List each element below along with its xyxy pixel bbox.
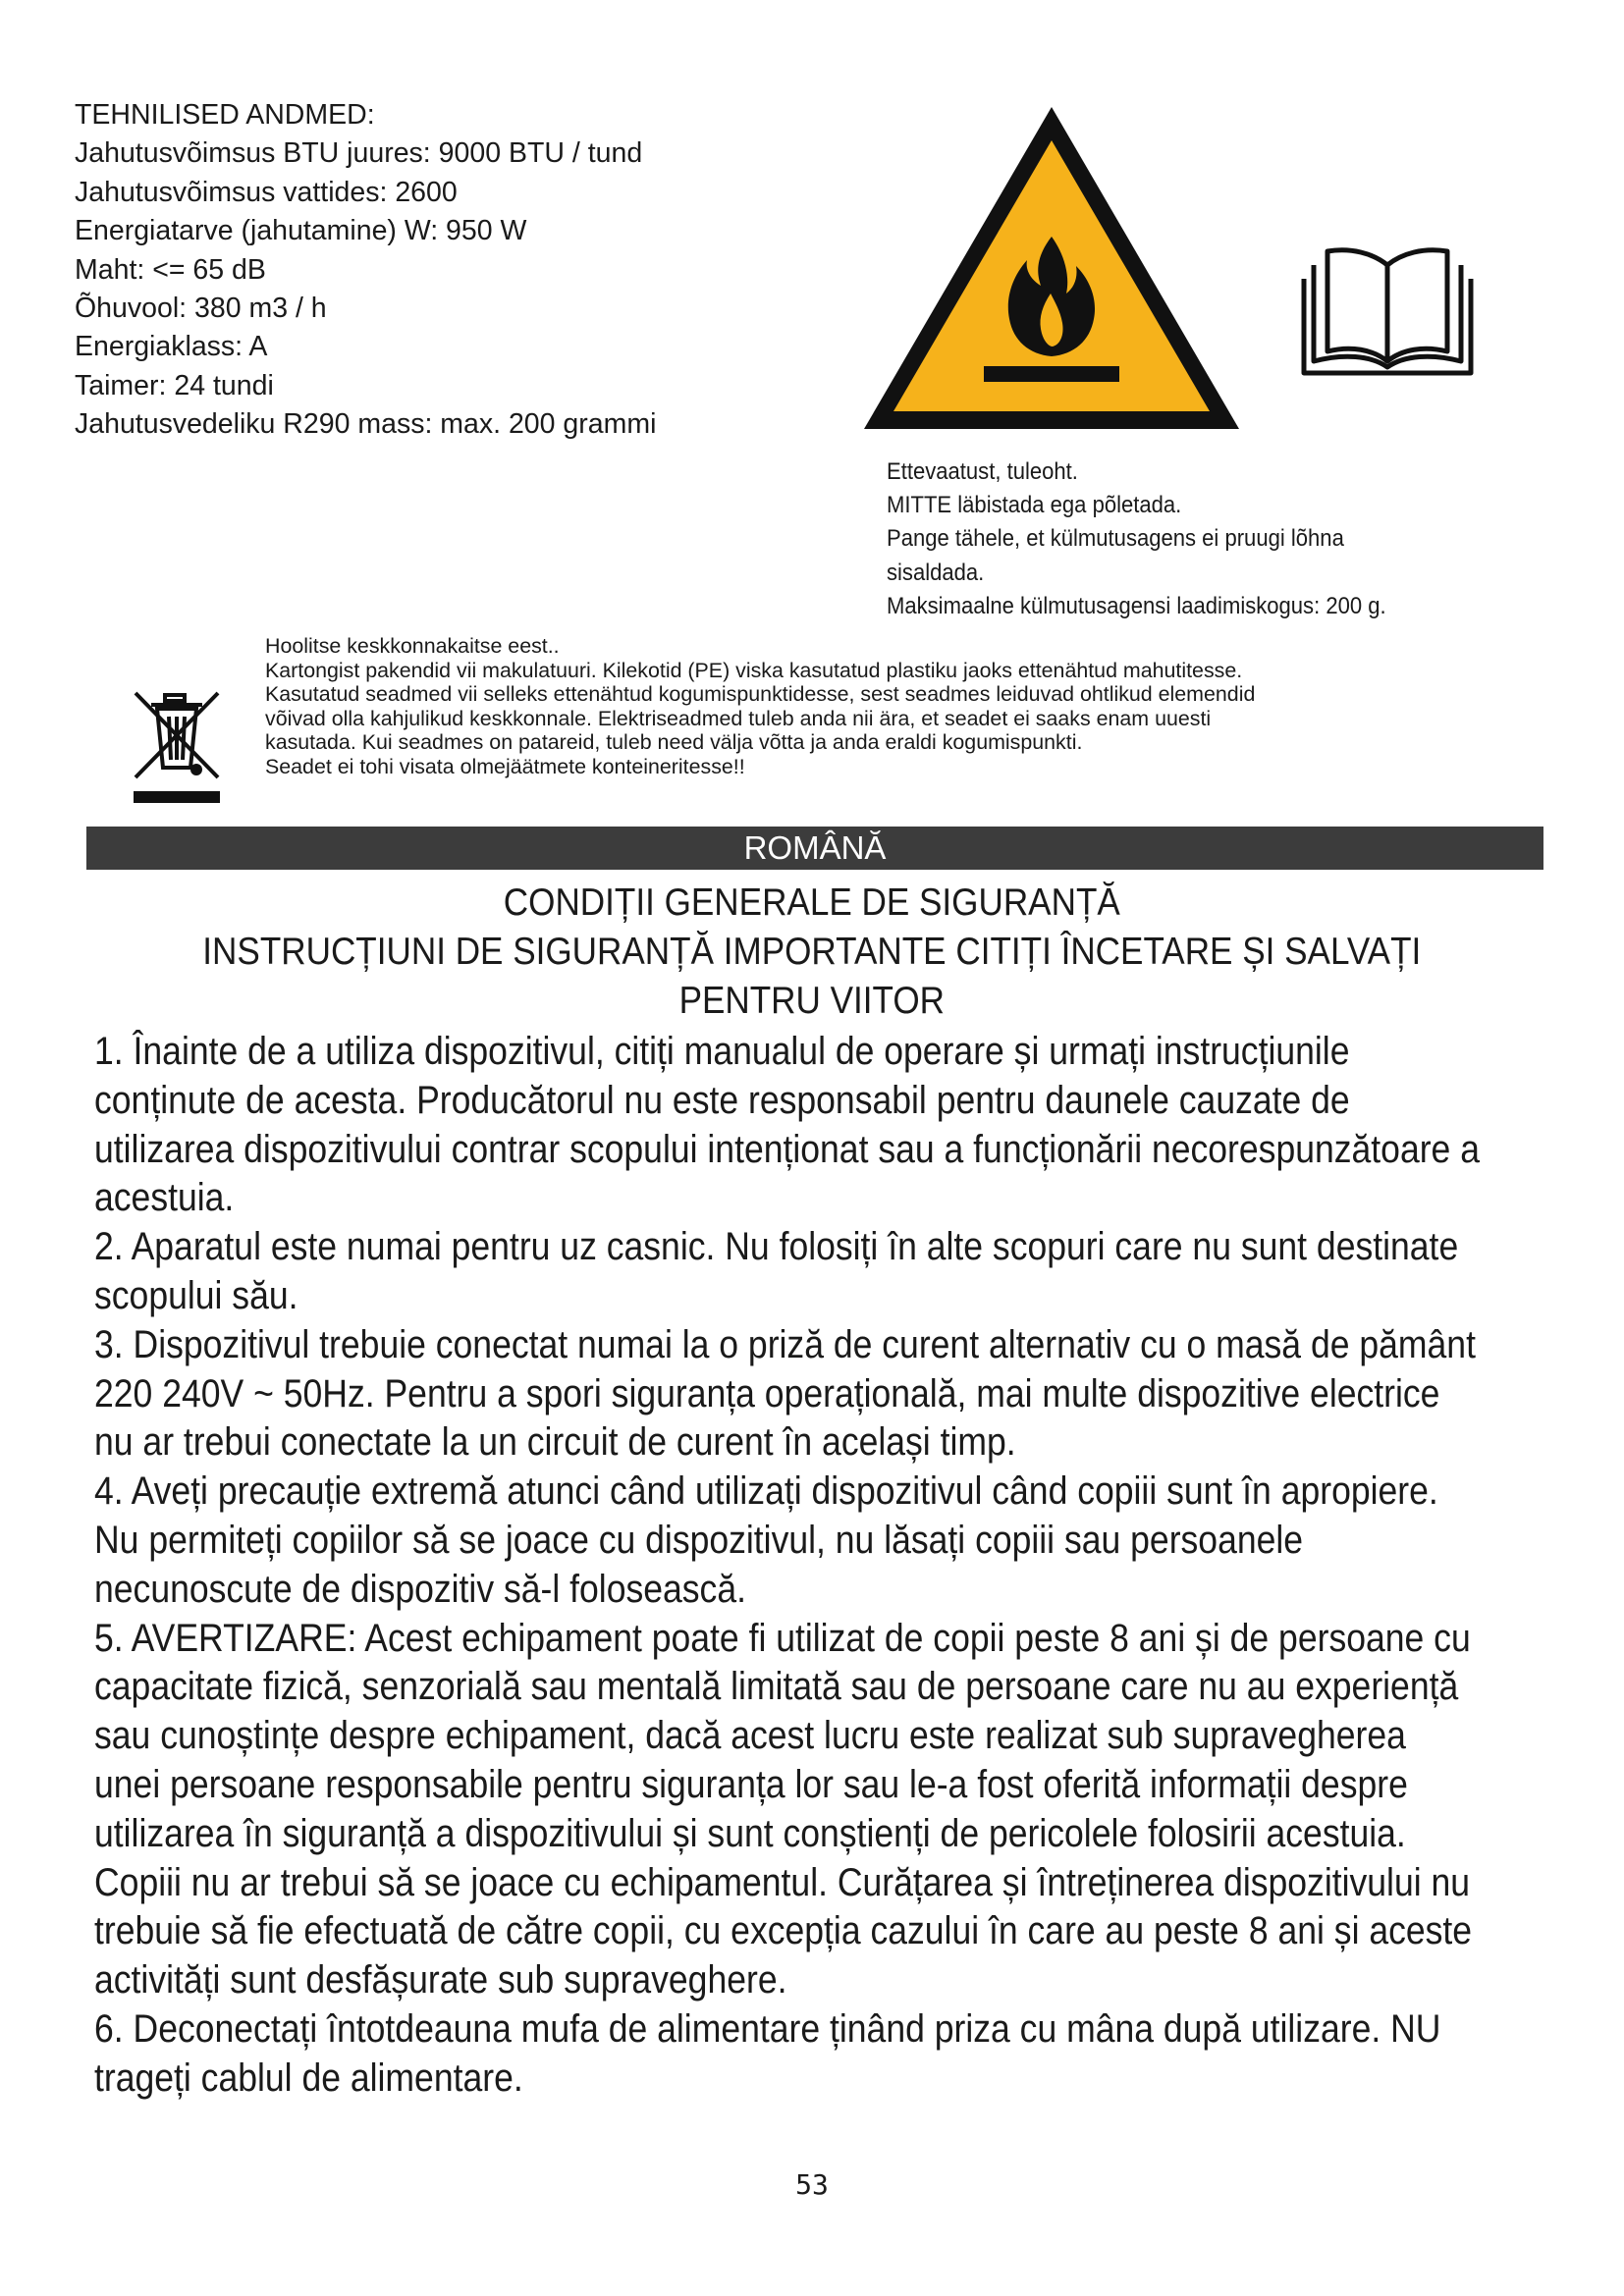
technical-data-line: Maht: <= 65 dB xyxy=(75,253,266,286)
body-line: 220 240V ~ 50Hz. Pentru a spori siguranța operațională, mai multe dispozitive electrice xyxy=(94,1371,1440,1415)
body-line: activități sunt desfășurate sub supraveghere. xyxy=(94,1958,787,2002)
body-line: trebuie să fie efectuată de către copii, cu excepția cazului în care au peste 8 ani și aceste xyxy=(94,1909,1473,1953)
fire-warning-text xyxy=(887,455,1435,623)
technical-data xyxy=(75,96,782,445)
body-line: 2. Aparatul este numai pentru uz casnic. Nu folosiți în alte scopuri care nu sunt destinate xyxy=(94,1225,1459,1269)
body-line: utilizarea dispozitivului contrar scopului intenționat sau a funcționării necorespunzătoare a xyxy=(94,1127,1480,1171)
body-line: unei persoane responsabile pentru siguranța lor sau le-a fost oferită informații despre xyxy=(94,1762,1408,1806)
warning-line: Pange tähele, et külmutusagens ei pruugi lõhna xyxy=(887,525,1344,553)
technical-data-line: Energiaklass: A xyxy=(75,331,268,363)
body-line: conținute de acesta. Producătorul nu este responsabil pentru daunele cauzate de xyxy=(94,1078,1350,1122)
heading-line: INSTRUCȚIUNI DE SIGURANȚĂ IMPORTANTE CITIȚI ÎNCETARE ȘI SALVAȚI xyxy=(202,931,1422,973)
care-line: kasutada. Kui seadmes on patareid, tuleb need välja võtta ja anda eraldi kogumispunkti. xyxy=(265,730,1083,755)
body-line: 5. AVERTIZARE: Acest echipament poate fi utilizat de copii peste 8 ani și de persoane cu xyxy=(94,1616,1471,1660)
flammable-warning-icon xyxy=(858,101,1245,435)
body-line: Nu permiteți copiilor să se joace cu dispozitivul, nu lăsați copiii sau persoanele xyxy=(94,1518,1304,1562)
body-line: 3. Dispozitivul trebuie conectat numai la o priză de curent alternativ cu o masă de pământ xyxy=(94,1322,1476,1366)
body-line: scopului său. xyxy=(94,1273,298,1317)
safety-instructions xyxy=(94,1028,1480,2104)
body-line: 4. Aveți precauție extremă atunci când utilizați dispozitivul când copiii sunt în apropiere. xyxy=(94,1469,1438,1514)
heading-line: CONDIȚII GENERALE DE SIGURANȚĂ xyxy=(503,881,1120,924)
page-number: 53 xyxy=(795,2168,829,2201)
body-line: 1. Înainte de a utiliza dispozitivul, citiți manualul de operare și urmați instrucțiunile xyxy=(94,1030,1350,1073)
body-line: utilizarea în siguranță a dispozitivului și sunt conștienți de pericolele folosirii acestuia. xyxy=(94,1811,1406,1855)
warning-line: sisaldada. xyxy=(887,559,985,586)
care-line: Seadet ei tohi visata olmejäätmete konteineritesse!! xyxy=(265,754,745,778)
care-line: Kartongist pakendid vii makulatuuri. Kilekotid (PE) viska kasutatud plastiku jaoks ettenähtud mahutitesse. xyxy=(265,658,1243,682)
technical-data-heading: TEHNILISED ANDMED: xyxy=(75,99,375,131)
language-label: ROMÂNĂ xyxy=(743,829,887,866)
technical-data-line: Jahutusvõimsus vattides: 2600 xyxy=(75,176,458,208)
body-line: sau cunoștințe despre echipament, dacă acest lucru este realizat sub supravegherea xyxy=(94,1714,1406,1758)
body-line: acestuia. xyxy=(94,1176,235,1220)
section-heading xyxy=(94,879,1530,1026)
technical-data-line: Jahutusvedeliku R290 mass: max. 200 grammi xyxy=(75,408,657,441)
care-line: Hoolitse keskkonnakaitse eest.. xyxy=(265,634,560,658)
technical-data-line: Taimer: 24 tundi xyxy=(75,369,274,401)
care-line: võivad olla kahjulikud keskkonnale. Elektriseadmed tuleb anda nii ära, et seadet ei saaks enam uuesti xyxy=(265,706,1212,730)
body-line: capacitate fizică, senzorială sau mentală limitată sau de persoane care nu au experiență xyxy=(94,1665,1459,1709)
environment-care-text xyxy=(265,634,1532,779)
body-line: necunoscute de dispozitiv să-l folosească. xyxy=(94,1567,746,1611)
warning-line: Maksimaalne külmutusagensi laadimiskogus: 200 g. xyxy=(887,592,1386,619)
body-line: Copiii nu ar trebui să se joace cu echipamentul. Curățarea și întreținerea dispozitivului nu xyxy=(94,1860,1471,1904)
technical-data-line: Õhuvool: 380 m3 / h xyxy=(75,293,327,325)
technical-data-line: Jahutusvõimsus BTU juures: 9000 BTU / tund xyxy=(75,137,643,170)
technical-data-line: Energiatarve (jahutamine) W: 950 W xyxy=(75,215,527,247)
body-line: nu ar trebui conectate la un circuit de curent în același timp. xyxy=(94,1420,1016,1465)
warning-line: MITTE läbistada ega põletada. xyxy=(887,492,1182,519)
read-manual-icon xyxy=(1294,243,1481,381)
romanian-section xyxy=(94,879,1480,2104)
body-line: trageți cablul de alimentare. xyxy=(94,2056,523,2100)
language-section-bar xyxy=(86,827,1543,870)
heading-line: PENTRU VIITOR xyxy=(678,980,946,1022)
crossed-bin-icon xyxy=(130,685,224,805)
care-line: Kasutatud seadmed vii selleks ettenähtud kogumispunktidesse, sest seadmes leiduvad ohtlikud elemendid xyxy=(265,682,1256,707)
body-line: 6. Deconectați întotdeauna mufa de alimentare ținând priza cu mâna după utilizare. NU xyxy=(94,2006,1441,2051)
warning-line: Ettevaatust, tuleoht. xyxy=(887,458,1078,485)
